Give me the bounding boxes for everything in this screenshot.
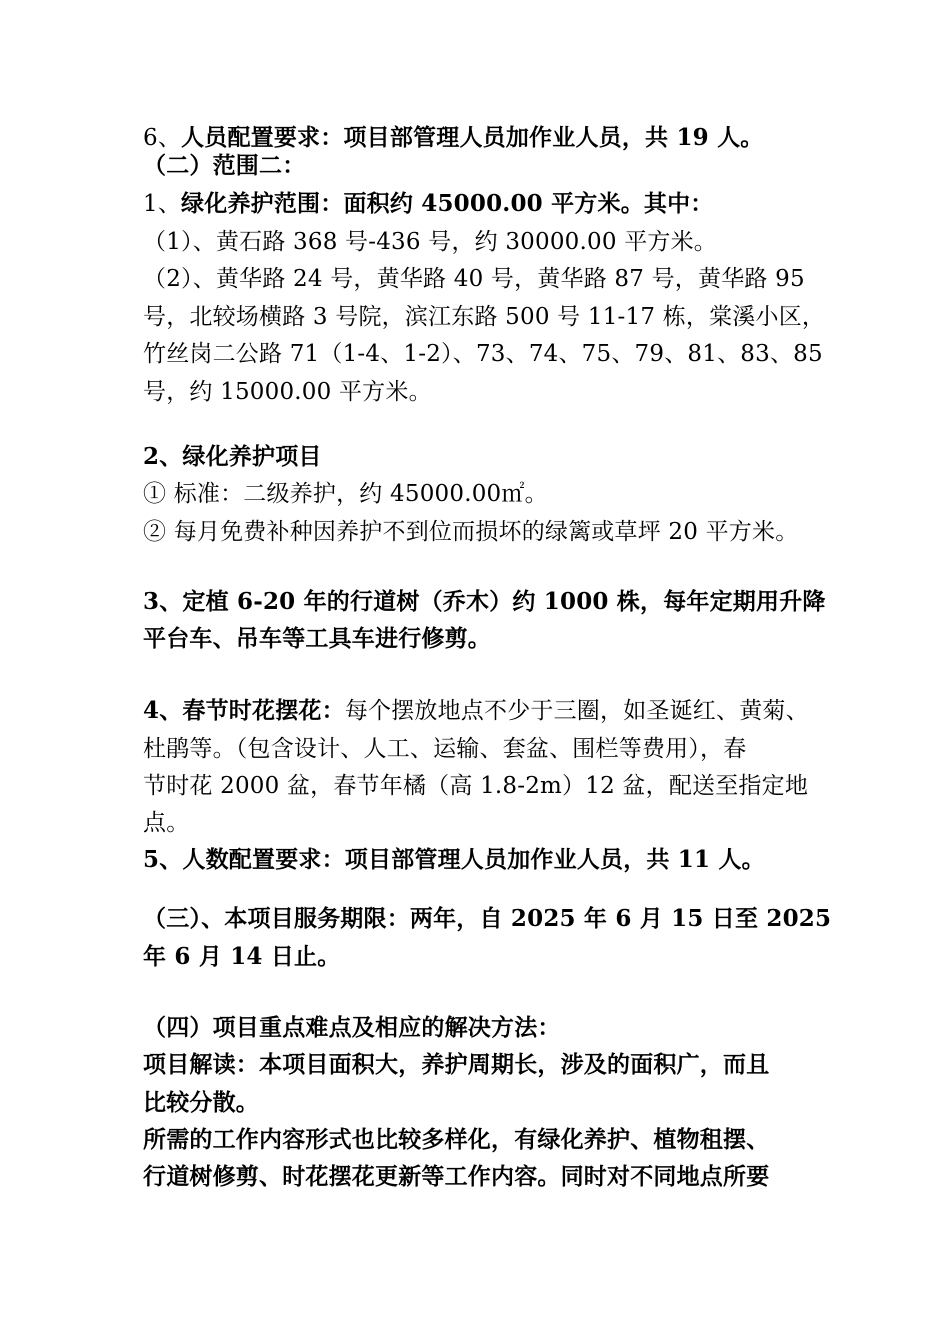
item-6-text: 人员配置要求：项目部管理人员加作业人员，共 19 人。 — [181, 124, 764, 151]
item-5-staffing: 5、人数配置要求：项目部管理人员加作业人员，共 11 人。 — [143, 846, 765, 873]
item-3-line-2: 平台车、吊车等工具车进行修剪。 — [143, 625, 491, 652]
item-1-sub-2-line-1: （2）、黄华路 24 号，黄华路 40 号，黄华路 87 号，黄华路 95 — [143, 266, 805, 292]
interpretation-line-1: 项目解读：本项目面积大，养护周期长，涉及的面积广，而且 — [143, 1051, 770, 1078]
item-4-text-1: 每个摆放地点不少于三圈，如圣诞红、黄菊、 — [344, 698, 809, 724]
item-4-line-4: 点。 — [143, 810, 190, 836]
item-1-sub-1: （1）、黄石路 368 号-436 号，约 30000.00 平方米。 — [143, 229, 718, 255]
item-4-line-3: 节时花 2000 盆，春节年橘（高 1.8-2m）12 盆，配送至指定地 — [143, 773, 809, 799]
item-1-sub-2-line-2: 号，北较场横路 3 号院，滨江东路 500 号 11-17 栋，棠溪小区， — [143, 304, 826, 330]
item-1-sub-2-line-3: 竹丝岗二公路 71（1-4、1-2）、73、74、75、79、81、83、85 — [143, 341, 823, 367]
item-3-line-1: 3、定植 6-20 年的行道树（乔木）约 1000 株，每年定期用升降 — [143, 588, 826, 615]
item-4-label: 4、春节时花摆花： — [143, 697, 345, 724]
item-2-heading: 2、绿化养护项目 — [143, 443, 322, 470]
item-6-staffing — [143, 123, 763, 153]
service-period-line-1: （三）、本项目服务期限：两年，自 2025 年 6 月 15 日至 2025 — [143, 905, 832, 932]
interpretation-line-3: 所需的工作内容形式也比较多样化，有绿化养护、植物租摆、 — [143, 1126, 770, 1153]
scope-2-heading: （二）范围二： — [143, 152, 306, 179]
service-period-line-2: 年 6 月 14 日止。 — [143, 943, 341, 970]
item-4-line-2: 杜鹃等。（包含设计、人工、运输、套盆、围栏等费用），春 — [143, 736, 747, 762]
item-2-point-2: ② 每月免费补种因养护不到位而损坏的绿篱或草坪 20 平方米。 — [143, 519, 799, 545]
item-1-text: 绿化养护范围：面积约 45000.00 平方米。其中： — [181, 190, 714, 217]
difficulty-heading: （四）项目重点难点及相应的解决方法： — [143, 1014, 561, 1041]
item-6-number: 6、 — [143, 125, 182, 151]
item-1-sub-2-line-4: 号，约 15000.00 平方米。 — [143, 379, 432, 405]
item-1-number: 1、 — [143, 191, 182, 217]
item-4-line-1 — [143, 696, 809, 726]
item-1-greening-scope — [143, 189, 714, 219]
interpretation-line-4: 行道树修剪、时花摆花更新等工作内容。同时对不同地点所要 — [143, 1163, 770, 1190]
interpretation-line-2: 比较分散。 — [143, 1089, 259, 1116]
item-2-point-1: ① 标准：二级养护，约 45000.00㎡。 — [143, 481, 548, 507]
